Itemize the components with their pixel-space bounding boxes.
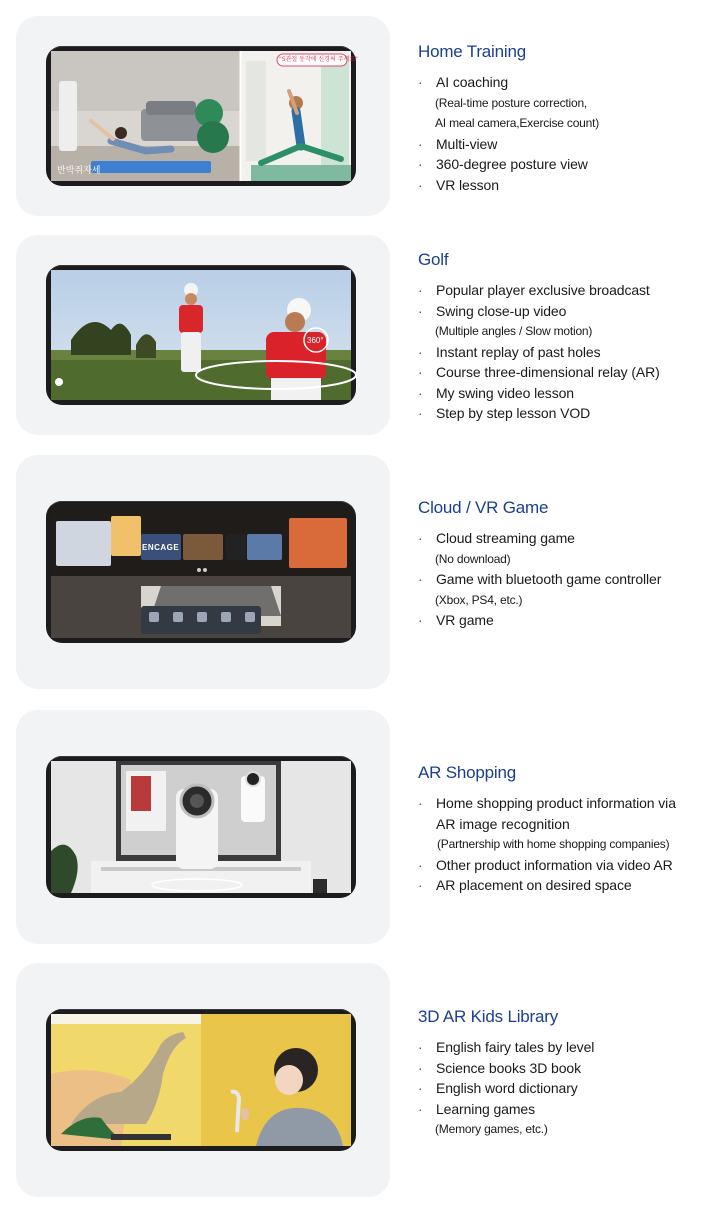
bullet-dot: · (418, 302, 423, 319)
feature-item: · 360-degree posture view (418, 154, 708, 175)
ar-shopping-card (16, 710, 390, 944)
feature-item: · VR lesson (418, 175, 708, 196)
feature-note: AI meal camera,Exercise count) (435, 116, 600, 130)
cloud-vr-text (418, 498, 708, 631)
bullet-dot: · (418, 1100, 423, 1117)
feature-item: · Home shopping product information via (418, 793, 708, 814)
golf-screen (51, 270, 351, 400)
feature-item: · Instant replay of past holes (418, 342, 708, 363)
feature-note: (Memory games, etc.) (435, 1122, 548, 1136)
ar-shopping-text (418, 763, 708, 896)
golf-text (418, 250, 708, 424)
bullet-dot: · (418, 530, 423, 546)
bullet-dot: · (418, 343, 423, 360)
bullet-dot: · (418, 156, 423, 172)
cloud-vr-card (16, 455, 390, 689)
home-training-caption: 반박쥐자세 (57, 166, 101, 176)
bullet-dot: · (418, 795, 423, 811)
feature-item: · Other product information via video AR (418, 855, 708, 876)
feature-item: · Course three-dimensional relay (AR) (418, 362, 708, 383)
section-title: Cloud / VR Game (418, 498, 549, 517)
bullet-dot: · (418, 1059, 423, 1076)
feature-note: (Real-time posture correction, (435, 95, 588, 110)
bullet-dot: · (418, 74, 423, 90)
bullet-dot: · (418, 135, 423, 152)
ar-shopping-image (51, 761, 351, 893)
feature-note: (Multiple angles / Slow motion) (435, 324, 593, 338)
kids-library-text (418, 1007, 708, 1140)
home-training-image (51, 51, 358, 181)
feature-item: · Learning games (418, 1099, 708, 1120)
feature-note: (Xbox, PS4, etc.) (435, 592, 523, 607)
kids-library-screen (51, 1014, 351, 1146)
golf-360-badge: 360° (307, 336, 324, 345)
cloud-vr-screen (51, 506, 351, 638)
bullet-dot: · (418, 856, 423, 873)
bullet-dot: · (418, 1039, 423, 1055)
feature-item: · Multi-view (418, 134, 708, 155)
golf-image (51, 270, 351, 400)
feature-item: · Step by step lesson VOD (418, 403, 708, 424)
cloud-vr-tile-label: ENCAGE (142, 543, 180, 552)
section-title: AR Shopping (418, 763, 516, 782)
feature-item: · AR placement on desired space (418, 875, 708, 896)
kids-library-image (51, 1014, 351, 1146)
phone-home-training (46, 46, 356, 186)
bullet-dot: · (418, 384, 423, 401)
feature-item: · English fairy tales by level (418, 1037, 708, 1058)
feature-item: · Science books 3D book (418, 1058, 708, 1079)
cloud-vr-image (51, 506, 351, 638)
feature-item: · Cloud streaming game (418, 528, 708, 549)
home-training-banner: "S관절 동작에 신경써 주세요" (279, 56, 358, 63)
bullet-dot: · (418, 405, 423, 421)
feature-item: · My swing video lesson (418, 383, 708, 404)
bullet-dot: · (418, 1080, 423, 1096)
section-title: 3D AR Kids Library (418, 1007, 559, 1026)
phone-kids-library (46, 1009, 356, 1151)
bullet-dot: · (418, 364, 423, 380)
section-title: Golf (418, 250, 449, 269)
phone-ar-shopping (46, 756, 356, 898)
golf-card (16, 235, 390, 435)
bullet-dot: · (418, 612, 423, 628)
bullet-dot: · (418, 571, 423, 587)
feature-item: · Popular player exclusive broadcast (418, 280, 708, 301)
home-training-card (16, 16, 390, 216)
kids-library-card (16, 963, 390, 1197)
feature-item-continued: AR image recognition (436, 815, 570, 832)
feature-item: · VR game (418, 610, 708, 631)
feature-item: · AI coaching (418, 72, 708, 93)
phone-cloud-vr (46, 501, 356, 643)
feature-note: (No download) (435, 551, 511, 566)
feature-item: · Game with bluetooth game controller (418, 569, 708, 590)
phone-golf (46, 265, 356, 405)
home-training-screen (51, 51, 358, 181)
bullet-dot: · (418, 176, 423, 193)
feature-item: · English word dictionary (418, 1078, 708, 1099)
home-training-text (418, 42, 708, 195)
ar-shopping-screen (51, 761, 351, 893)
feature-item: · Swing close-up video (418, 301, 708, 322)
bullet-dot: · (418, 282, 423, 298)
bullet-dot: · (418, 877, 423, 893)
feature-note: (Partnership with home shopping companies) (437, 837, 670, 851)
section-title: Home Training (418, 42, 526, 61)
